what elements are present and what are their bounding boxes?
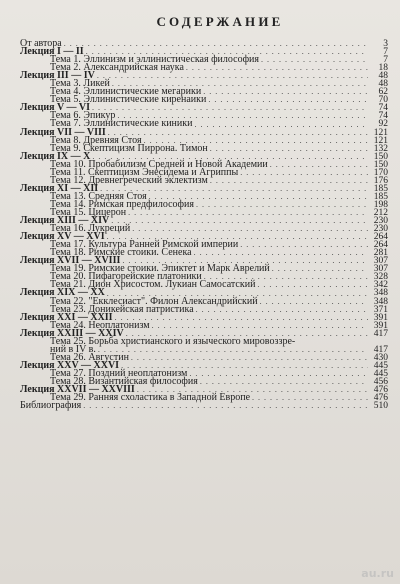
toc-entry-page: 510 xyxy=(373,401,388,412)
toc-entry-label: Тема 23. Доникейская патристика xyxy=(50,303,194,315)
toc-entry-page: 417 xyxy=(373,344,388,355)
toc-entry-page: 391 xyxy=(373,312,388,323)
toc-entry-label: Тема 4. Эллинистические мегарики xyxy=(50,86,202,98)
toc-entry-page: 264 xyxy=(373,240,388,251)
toc-entry-label: Тема 21. Дион Хрисостом. Лукиан Самосатский xyxy=(50,279,256,291)
toc-entry-label: Тема 11. Скептицизм Энесидема и Агриппы xyxy=(50,166,239,178)
dot-leader xyxy=(131,354,368,362)
dot-leader xyxy=(194,121,368,129)
toc-entry-page: 476 xyxy=(373,385,388,396)
toc-entry-label: Лекция VII — VIII xyxy=(20,126,106,138)
toc-entry-label: Тема 2. Александрийская наука xyxy=(50,62,184,74)
toc-entry-label: Лекция XIX — XX xyxy=(20,287,105,299)
toc-entry-label: Тема 1. Эллинизм и эллинистическая философия xyxy=(50,54,260,66)
toc-entry-label: Лекция III — IV xyxy=(20,70,95,82)
dot-leader xyxy=(128,209,368,217)
dot-leader xyxy=(83,402,368,410)
toc-entry-label: Тема 12. Древнегреческий эклектизм xyxy=(50,174,208,186)
page-title: СОДЕРЖАНИЕ xyxy=(156,14,284,29)
dot-leader xyxy=(64,40,368,48)
toc-entry-label: Лекция XXVII — XXVIII xyxy=(20,384,135,396)
toc-entry-label: Тема 19. Римские стоики. Эпиктет и Марк Аврелий xyxy=(50,263,270,275)
toc-entry-label: Лекция XXV — XXVI xyxy=(20,359,120,371)
toc-entry-label: Тема 13. Средняя Стоя xyxy=(50,190,147,202)
dot-leader xyxy=(208,96,368,104)
toc-entry-label: Тема 16. Лукреций xyxy=(50,223,131,235)
toc-entry-page: 445 xyxy=(373,368,388,379)
toc-entry-page: 74 xyxy=(378,111,388,122)
dot-leader xyxy=(92,104,368,112)
toc-entry-label: Тема 6. Эпикур xyxy=(50,110,116,122)
toc-entry-label: ний в IV в. xyxy=(50,343,96,355)
toc-entry-label: Лекция XI — XII xyxy=(20,182,99,194)
dot-leader xyxy=(257,281,368,289)
dot-leader xyxy=(272,265,368,273)
toc-entry-label: Тема 25. Борьба христианского и языческого мировоззре- xyxy=(50,335,296,347)
toc-entry-page: 348 xyxy=(373,296,388,307)
toc-entry-label: Тема 24. Неоплатонизм xyxy=(50,319,150,331)
toc-entry-page: 170 xyxy=(373,167,388,178)
toc-entry-page: 185 xyxy=(373,191,388,202)
toc-entry-label: Лекция XXIII — XXIV xyxy=(20,327,124,339)
toc-entry-label: Тема 9. Скептицизм Пиррона. Тимон xyxy=(50,142,208,154)
toc-entry-label: Лекция XXI — XXII xyxy=(20,311,113,323)
toc-entry-label: Библиография xyxy=(20,400,82,412)
toc-entry-page: 212 xyxy=(373,207,388,218)
toc-entry-label: Тема 17. Культура Ранней Римской империи xyxy=(50,239,239,251)
toc-entry-page: 307 xyxy=(373,264,388,275)
toc-entry-page: 264 xyxy=(373,232,388,243)
dot-leader xyxy=(98,346,368,354)
toc-entry-label: Тема 20. Пифагорейские платоники xyxy=(50,271,202,283)
toc-entry-page: 74 xyxy=(378,103,388,114)
toc-entry-page: 150 xyxy=(373,151,388,162)
toc-entry-page: 430 xyxy=(373,352,388,363)
toc-entry-page: 391 xyxy=(373,320,388,331)
toc-entry-page: 476 xyxy=(373,393,388,404)
toc-entry-page: 371 xyxy=(373,304,388,315)
toc-entry-page: 230 xyxy=(373,216,388,227)
table-of-contents xyxy=(20,40,388,410)
toc-entry-label: Лекция XV — XVI xyxy=(20,231,105,243)
toc-entry-page: 417 xyxy=(373,328,388,339)
toc-entry-page: 7 xyxy=(383,55,388,66)
toc-entry-page: 7 xyxy=(383,47,388,58)
dot-leader xyxy=(196,306,368,314)
dot-leader xyxy=(252,394,368,402)
toc-entry xyxy=(20,402,388,410)
dot-leader xyxy=(210,177,368,185)
toc-entry-label: От автора xyxy=(20,38,62,49)
toc-entry-label: Лекция IX — X xyxy=(20,150,91,162)
toc-entry-label: Лекция I — II xyxy=(20,46,84,58)
toc-entry-page: 342 xyxy=(373,280,388,291)
dot-leader xyxy=(194,249,368,257)
toc-entry-page: 132 xyxy=(373,143,388,154)
toc-entry-page: 456 xyxy=(373,376,388,387)
toc-entry-page: 328 xyxy=(373,272,388,283)
toc-entry-label: Тема 14. Римская предфилософия xyxy=(50,198,194,210)
toc-entry-page: 281 xyxy=(373,248,388,259)
dot-leader xyxy=(240,169,368,177)
toc-entry-label: Тема 15. Цицерон xyxy=(50,206,127,218)
toc-entry-page: 62 xyxy=(378,87,388,98)
toc-entry-page: 230 xyxy=(373,224,388,235)
toc-entry-page: 185 xyxy=(373,183,388,194)
dot-leader xyxy=(270,161,368,169)
toc-entry-label: Тема 22. "Екклесиаст". Филон Александрийский xyxy=(50,295,258,307)
toc-entry-label: Тема 28. Византийская философия xyxy=(50,375,198,387)
toc-entry-page: 18 xyxy=(378,63,388,74)
toc-entry-page: 92 xyxy=(378,119,388,130)
toc-entry-label: Тема 5. Эллинистические киренаики xyxy=(50,94,207,106)
toc-entry-page: 307 xyxy=(373,256,388,267)
dot-leader xyxy=(240,241,368,249)
toc-entry-page: 70 xyxy=(378,95,388,106)
dot-leader xyxy=(203,88,368,96)
toc-entry-page: 348 xyxy=(373,288,388,299)
toc-entry-label: Тема 18. Римские стоики. Сенека xyxy=(50,247,192,259)
dot-leader xyxy=(210,145,368,153)
toc-entry-page: 121 xyxy=(373,135,388,146)
dot-leader xyxy=(189,370,368,378)
toc-entry-label: Тема 8. Древняя Стоя xyxy=(50,134,142,146)
toc-entry-label: Тема 3. Ликей xyxy=(50,78,110,90)
dot-leader xyxy=(97,72,368,80)
toc-entry-label: Тема 29. Ранняя схоластика в Западной Европе xyxy=(50,392,251,404)
toc-entry-page: 121 xyxy=(373,127,388,138)
dot-leader xyxy=(132,225,368,233)
dot-leader xyxy=(200,378,368,386)
toc-entry-label: Лекция V — VI xyxy=(20,102,90,114)
dot-leader xyxy=(186,64,368,72)
toc-entry-page: 150 xyxy=(373,159,388,170)
toc-entry-page: 48 xyxy=(378,71,388,82)
dot-leader xyxy=(261,56,368,64)
dot-leader xyxy=(111,217,368,225)
toc-entry-page: 176 xyxy=(373,175,388,186)
toc-entry-page: 3 xyxy=(383,39,388,49)
toc-entry-page: 198 xyxy=(373,199,388,210)
toc-entry-page: 445 xyxy=(373,360,388,371)
toc-entry-label: Тема 27. Поздний неоплатонизм xyxy=(50,367,188,379)
toc-entry-label: Тема 10. Пробабилизм Средней и Новой Академии xyxy=(50,158,268,170)
toc-entry-page: 48 xyxy=(378,79,388,90)
dot-leader xyxy=(196,201,368,209)
toc-entry-label: Тема 7. Эллинистические киники xyxy=(50,118,193,130)
dot-leader xyxy=(115,314,368,322)
dot-leader xyxy=(152,322,368,330)
toc-entry-label: Лекция XIII — XIV xyxy=(20,215,110,227)
dot-leader xyxy=(108,129,368,137)
watermark: au.ru xyxy=(361,567,394,580)
toc-entry-label: Лекция XVII — XVIII xyxy=(20,255,121,267)
dot-leader xyxy=(260,298,368,306)
toc-entry-label: Тема 26. Августин xyxy=(50,351,129,363)
